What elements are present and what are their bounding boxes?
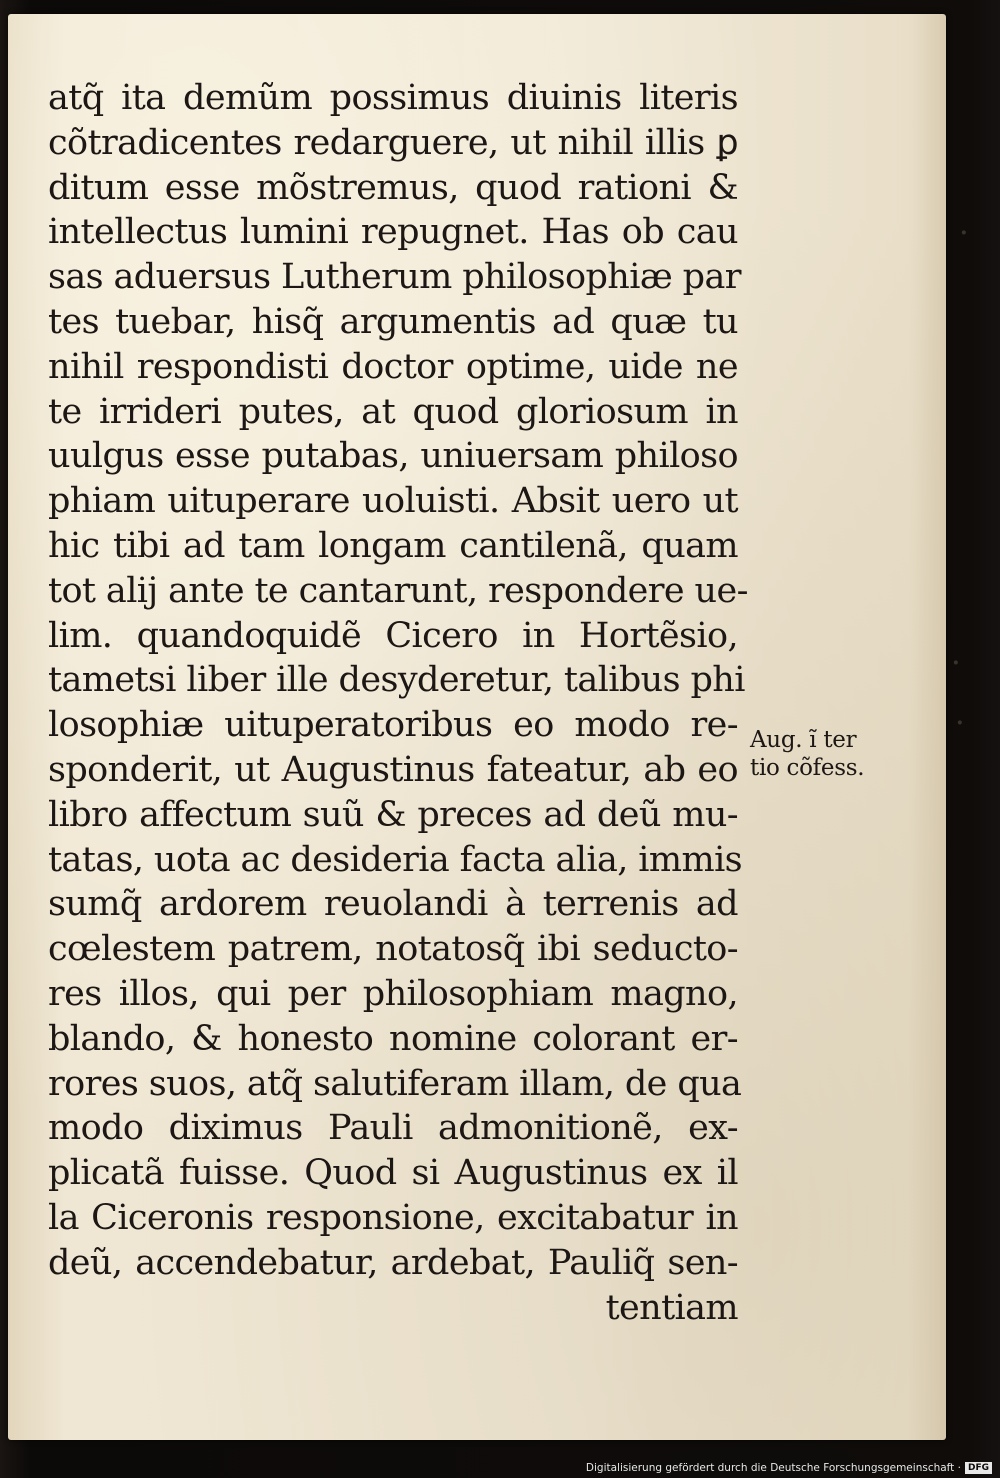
text-line: cõtradicentes redarguere, ut nihil illis ꝑ	[48, 122, 738, 163]
text-line: te irrideri putes, at quod gloriosum in	[48, 391, 738, 432]
text-line: tametsi liber ille desyderetur, talibus phi	[48, 660, 745, 701]
text-line: plicatã fuisse. Quod si Augustinus ex il	[48, 1153, 738, 1194]
text-line: sponderit, ut Augustinus fateatur, ab eo	[48, 749, 738, 790]
marginal-note-line: Aug. ĩ ter	[750, 727, 857, 753]
text-line: libro affectum suũ & preces ad deũ mu-	[48, 794, 738, 835]
text-line: la Ciceronis responsione, excitabatur in	[48, 1197, 738, 1238]
text-line: uulgus esse putabas, uniuersam philoso	[48, 436, 738, 477]
dfg-logo: DFG	[965, 1462, 992, 1474]
text-line: lim. quandoquidẽ Cicero in Hortẽsio,	[48, 615, 738, 656]
text-line: phiam uituperare uoluisti. Absit uero ut	[48, 481, 738, 522]
bleed-through-mark: ·	[956, 710, 964, 736]
text-line: res illos, qui per philosophiam magno,	[48, 973, 738, 1014]
text-line: losophiæ uituperatoribus eo modo re-	[48, 705, 738, 746]
text-line: atq̃ ita demũm possimus diuinis literis	[48, 78, 738, 118]
catchword: tentiam	[605, 1287, 738, 1328]
text-line: hic tibi ad tam longam cantilenã, quam	[48, 525, 738, 566]
text-line: tot alij ante te cantarunt, respondere ue-	[48, 570, 748, 611]
adjacent-leaf-edge	[946, 150, 1000, 850]
bleed-through-mark: ·	[952, 650, 960, 676]
text-line: nihil respondisti doctor optime, uide ne	[48, 346, 738, 387]
text-line: sumq̃ ardorem reuolandi à terrenis ad	[48, 884, 738, 925]
text-line: ditum esse mõstremus, quod rationi &	[48, 167, 738, 208]
marginal-note-line: tio cõfess.	[750, 755, 865, 781]
text-line: intellectus lumini repugnet. Has ob cau	[48, 212, 738, 253]
text-line: tatas, uota ac desideria facta alia, immis	[48, 839, 743, 880]
bleed-through-mark: ·	[960, 220, 968, 246]
marginal-note	[750, 726, 910, 782]
main-text-block	[48, 76, 748, 1330]
digitization-credit	[0, 1462, 992, 1474]
credit-text: Digitalisierung gefördert durch die Deutsche Forschungsgemeinschaft ·	[585, 1462, 961, 1474]
text-line: cœlestem patrem, notatosq̃ ibi seducto-	[48, 929, 738, 970]
text-line: blando, & honesto nomine colorant er-	[48, 1018, 738, 1059]
text-line: modo diximus Pauli admonitionẽ, ex-	[48, 1108, 738, 1149]
text-line: tes tuebar, hisq̃ argumentis ad quæ tu	[48, 301, 738, 342]
text-line: rores suos, atq̃ salutiferam illam, de qua	[48, 1063, 742, 1104]
text-line: deũ, accendebatur, ardebat, Pauliq̃ sen-	[48, 1242, 738, 1283]
text-line: sas aduersus Lutherum philosophiæ par	[48, 257, 741, 298]
